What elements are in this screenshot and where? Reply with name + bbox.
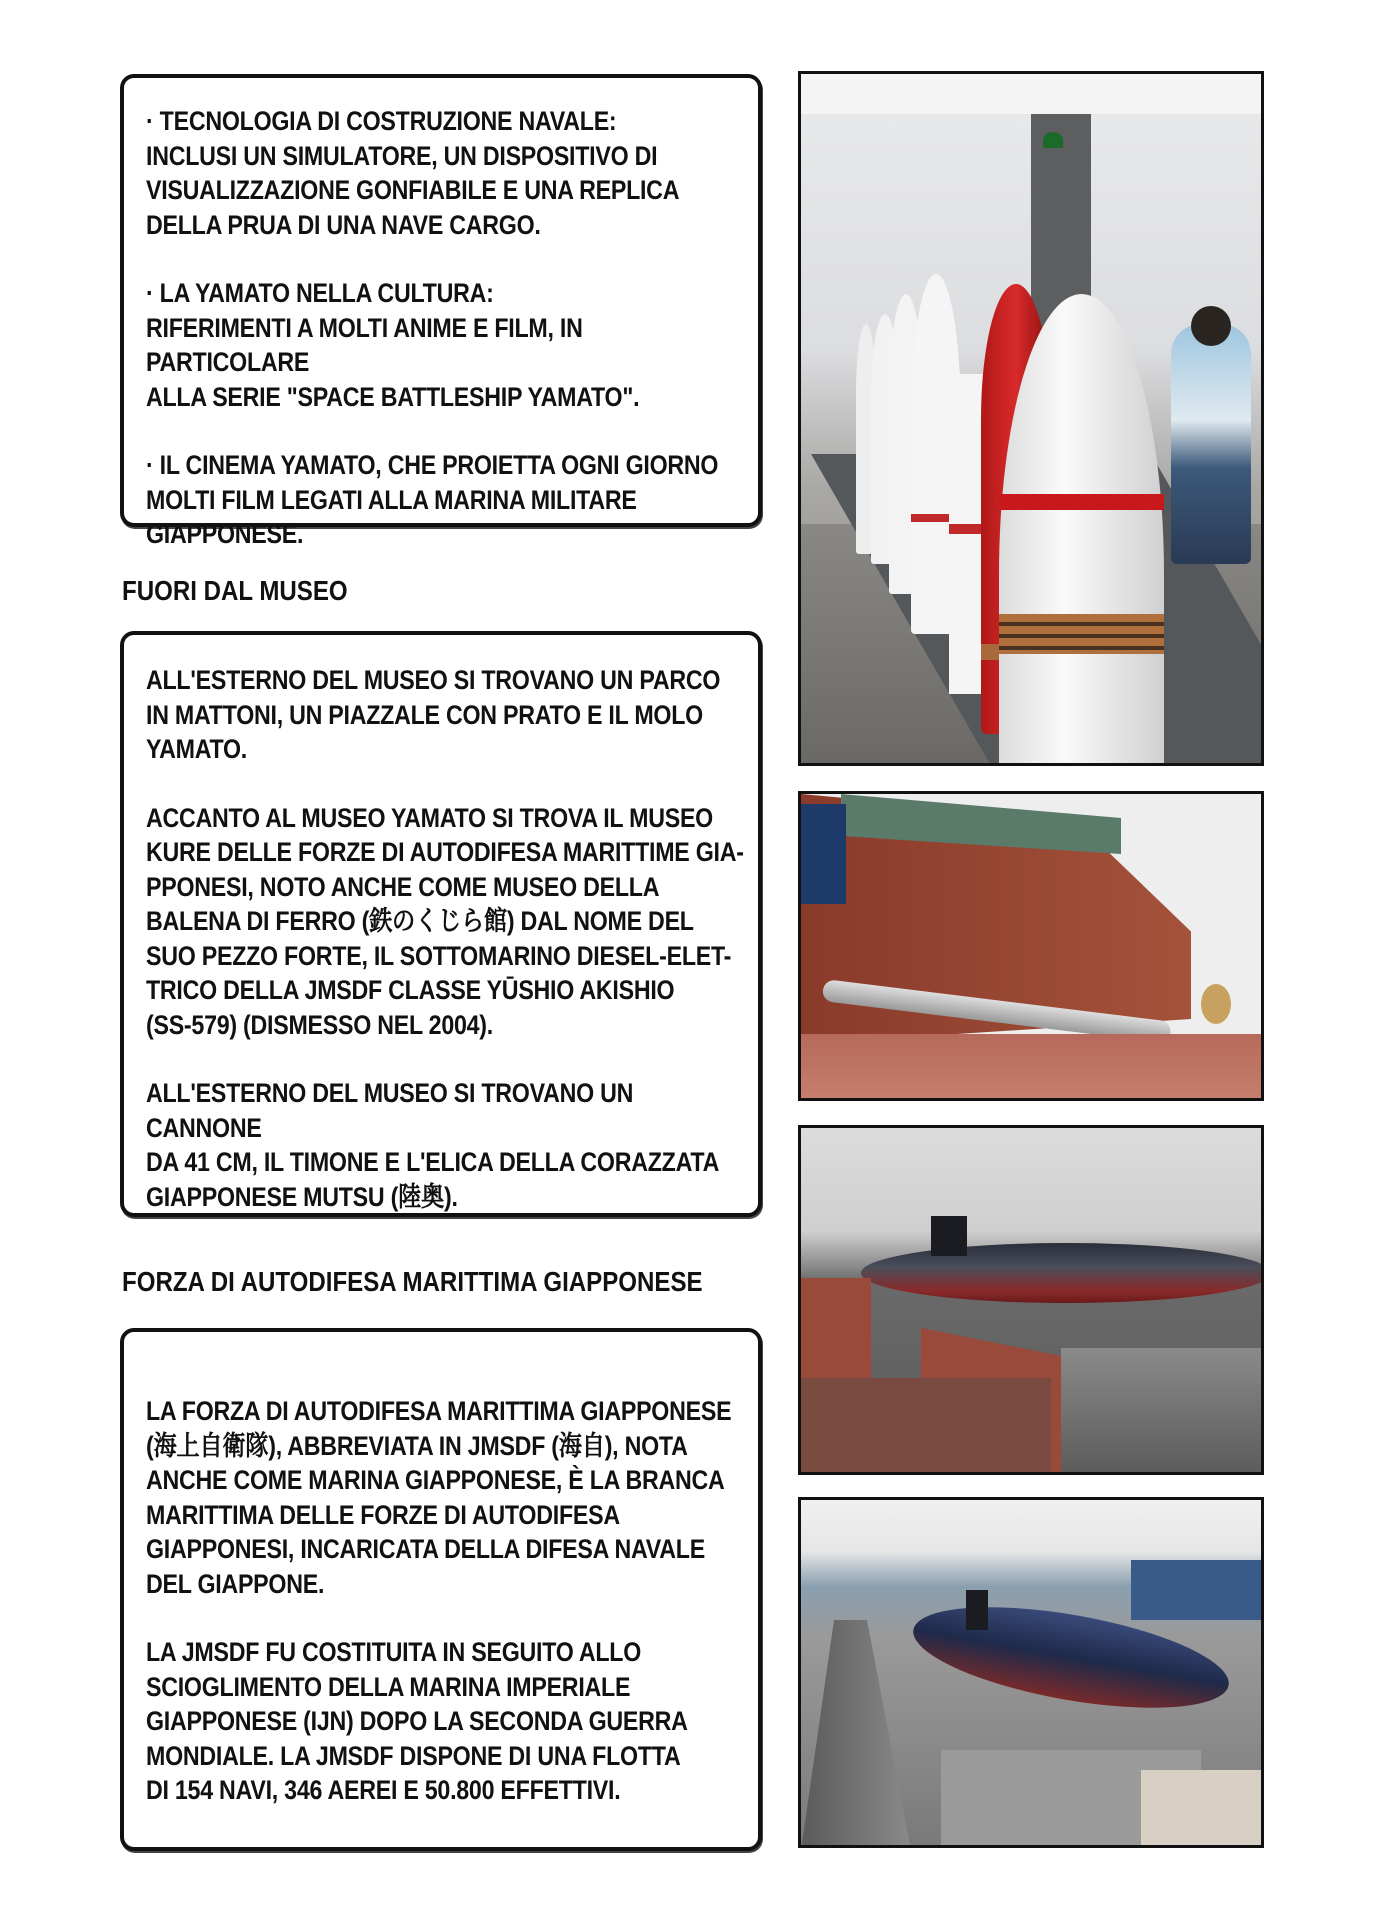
section-heading-jmsdf: FORZA DI AUTODIFESA MARITTIMA GIAPPONESE	[122, 1266, 703, 1297]
info-panel-jmsdf	[120, 1328, 762, 1851]
photo-submarine-akishio	[798, 1125, 1264, 1475]
paragraph-jmsdf-definition: LA FORZA DI AUTODIFESA MARITTIMA GIAPPONESE (海上自衛隊), ABBREVIATA IN JMSDF (海自), NOTA ANCHE COME MARINA GIAPPONESE, È LA BRANCA MARITTIMA DELLE FORZE DI AUTODIFESA GIAPPONESI, INCARICATA DELLA DIFESA NAVALE DEL GIAPPONE.	[146, 1396, 732, 1599]
paragraph-iron-whale-museum: ACCANTO AL MUSEO YAMATO SI TROVA IL MUSEO KURE DELLE FORZE DI AUTODIFESA MARITTIME GIA- PPONESI, NOTO ANCHE COME MUSEO DELLA BALENA DI FERRO (鉄のくじら館) DAL NOME DEL SUO PEZZO FORTE, IL SOTTOMARINO DIESEL-ELET- TRICO DELLA JMSDF CLASSE YŪSHIO AKISHIO (SS-579) (DISMESSO NEL 2004).	[146, 802, 744, 1040]
info-panel-outside-museum	[120, 631, 762, 1217]
paragraph-mutsu-cannon: ALL'ESTERNO DEL MUSEO SI TROVANO UN CANNONE DA 41 CM, IL TIMONE E L'ELICA DELLA CORAZZATA GIAPPONESE MUTSU (陸奥).	[146, 1078, 720, 1212]
info-panel-museum-features	[120, 74, 762, 549]
paragraph-yamato-culture: · LA YAMATO NELLA CULTURA: RIFERIMENTI A MOLTI ANIME E FILM, IN PARTICOLARE ALLA SERIE "SPACE BATTLESHIP YAMATO".	[146, 278, 640, 412]
paragraph-jmsdf-history: LA JMSDF FU COSTITUITA IN SEGUITO ALLO SCIOGLIMENTO DELLA MARINA IMPERIALE GIAPPONESE (IJN) DOPO LA SECONDA GUERRA MONDIALE. LA JMSDF DISPONE DI UNA FLOTTA DI 154 NAVI, 346 AEREI E 50.800 EFFETTIVI.	[146, 1637, 688, 1805]
photo-aerial-museum-area	[798, 1497, 1264, 1848]
photo-shells-exhibit	[798, 71, 1264, 766]
paragraph-yamato-cinema: · IL CINEMA YAMATO, CHE PROIETTA OGNI GIORNO MOLTI FILM LEGATI ALLA MARINA MILITARE GIAPPONESE.	[146, 450, 719, 549]
section-heading-outside-museum: FUORI DAL MUSEO	[122, 575, 348, 606]
paragraph-shipbuilding: · TECNOLOGIA DI COSTRUZIONE NAVALE: INCLUSI UN SIMULATORE, UN DISPOSITIVO DI VISUALIZZAZIONE GONFIABILE E UNA REPLICA DELLA PRUA DI UNA NAVE CARGO.	[146, 106, 680, 240]
photo-cannon-outside-museum	[798, 791, 1264, 1101]
paragraph-park: ALL'ESTERNO DEL MUSEO SI TROVANO UN PARCO IN MATTONI, UN PIAZZALE CON PRATO E IL MOLO YAMATO.	[146, 665, 721, 764]
